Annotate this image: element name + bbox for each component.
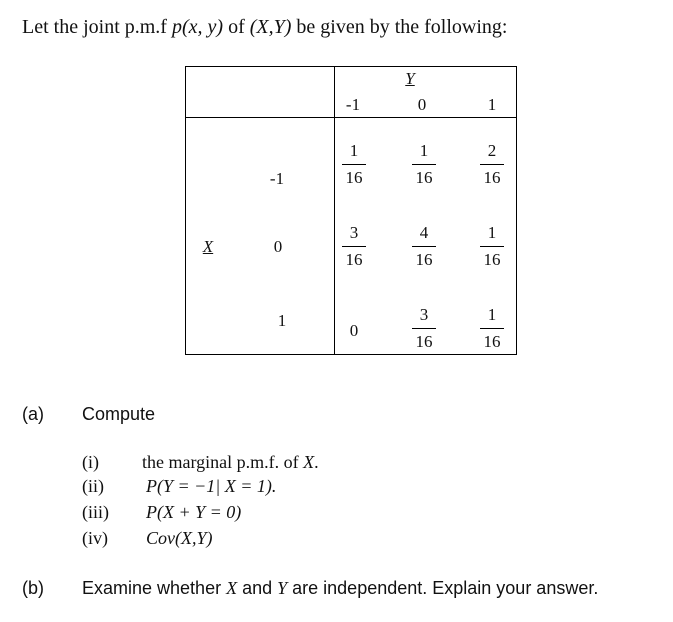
numerator: 1 (487, 305, 497, 324)
y-label: Y (405, 69, 415, 88)
fraction-bar (480, 328, 504, 329)
part-a-label: (a) (22, 404, 44, 424)
part-b-label: (b) (22, 578, 44, 598)
item-iii-text: P(X + Y = 0) (146, 502, 242, 522)
cell-plain: 0 (349, 321, 359, 340)
part-b-t2: and (237, 578, 278, 598)
item-i-lead: the marginal p.m.f. of (142, 452, 304, 472)
intro-text (22, 16, 507, 39)
part-a-heading: Compute (82, 404, 156, 424)
cell-frac (406, 305, 442, 352)
cell-frac (474, 305, 510, 352)
fraction-bar (480, 246, 504, 247)
intro-lead: Let the joint p.m.f (22, 16, 172, 38)
numerator: 1 (487, 223, 497, 242)
intro-vars: (X,Y) (249, 16, 292, 38)
numerator: 1 (419, 141, 429, 160)
denominator: 16 (483, 332, 501, 351)
cell-frac (336, 141, 372, 188)
numerator: 1 (349, 141, 359, 160)
denominator: 16 (483, 250, 501, 269)
numerator: 4 (419, 223, 429, 242)
item-i-text (142, 452, 319, 473)
x-value-0: 0 (273, 237, 283, 256)
denominator: 16 (415, 250, 433, 269)
numerator: 2 (487, 141, 497, 160)
header-divider (186, 117, 516, 118)
fraction-bar (480, 164, 504, 165)
cell-frac (474, 223, 510, 270)
item-iii-label: (iii) (82, 502, 109, 522)
y-value-1: 1 (487, 95, 497, 114)
fraction-bar (412, 246, 436, 247)
item-ii-text: P(Y = −1| X = 1). (146, 476, 277, 496)
cell-frac (406, 141, 442, 188)
item-ii-label: (ii) (82, 476, 104, 496)
numerator: 3 (419, 305, 429, 324)
denominator: 16 (415, 168, 433, 187)
item-i-label: (i) (82, 452, 99, 472)
item-i-var: X (303, 452, 315, 472)
cell-frac (336, 223, 372, 270)
column-divider (334, 67, 335, 354)
item-iv-text: Cov(X,Y) (146, 528, 213, 548)
denominator: 16 (483, 168, 501, 187)
intro-func: p(x, y) (171, 16, 224, 38)
x-value-1: 1 (277, 311, 287, 330)
denominator: 16 (415, 332, 433, 351)
fraction-bar (342, 164, 366, 165)
x-value-neg1: -1 (269, 169, 285, 188)
part-b-v2: Y (277, 578, 288, 598)
numerator: 3 (349, 223, 359, 242)
y-value-neg1: -1 (345, 95, 361, 114)
y-value-0: 0 (417, 95, 427, 114)
part-b-v1: X (226, 578, 238, 598)
fraction-bar (412, 164, 436, 165)
x-label: X (202, 237, 214, 256)
cell-frac (406, 223, 442, 270)
denominator: 16 (345, 250, 363, 269)
cell-frac (474, 141, 510, 188)
denominator: 16 (345, 168, 363, 187)
fraction-bar (412, 328, 436, 329)
fraction-bar (342, 246, 366, 247)
joint-pmf-table (185, 66, 517, 355)
part-b-t1: Examine whether (82, 578, 227, 598)
item-iv-label: (iv) (82, 528, 108, 548)
part-b-t3: are independent. Explain your answer. (287, 578, 599, 598)
part-b-text (82, 578, 598, 599)
intro-tail: be given by the following: (291, 16, 508, 38)
item-i-tail: . (314, 452, 319, 472)
intro-mid: of (223, 16, 250, 38)
